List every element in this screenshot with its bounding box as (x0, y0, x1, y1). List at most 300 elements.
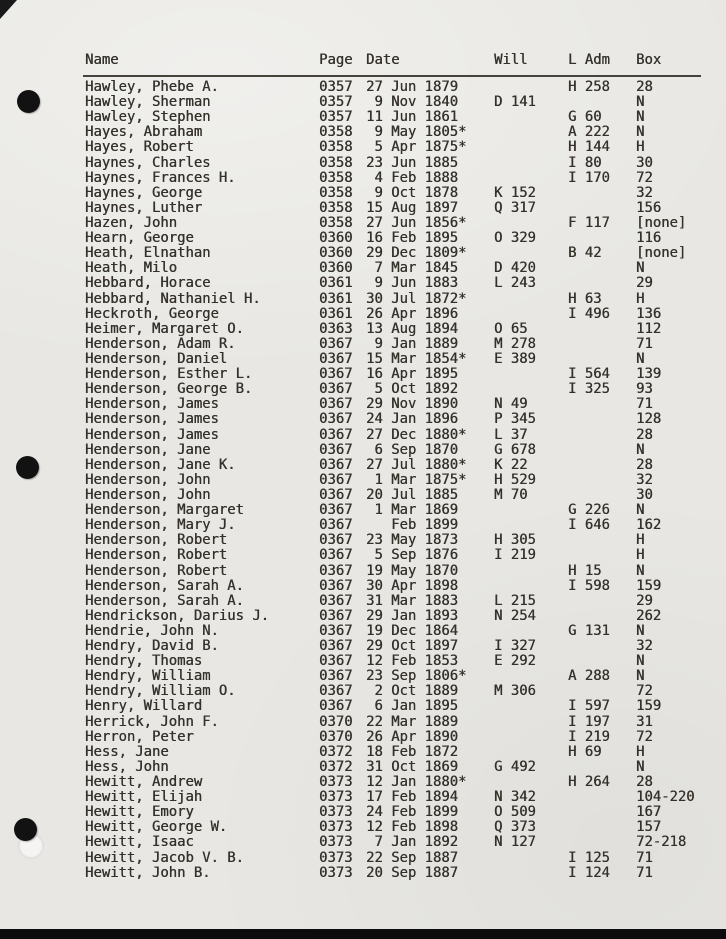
cell-page: 0361 (319, 305, 353, 322)
table-row (0, 442, 726, 457)
header-rule (83, 75, 701, 77)
cell-will: M 70 (494, 486, 528, 503)
table-row (0, 291, 726, 306)
cell-name: Henderson, Robert (85, 547, 228, 564)
cell-date: 27 Jun 1856* (366, 214, 467, 231)
cell-date: 26 Apr 1896 (366, 305, 458, 322)
table-row (0, 729, 726, 744)
cell-box: 72 (636, 169, 653, 186)
cell-name: Henderson, Sarah A. (85, 577, 244, 594)
cell-letters-adm: A 222 (568, 124, 610, 141)
cell-box: [none] (636, 245, 687, 262)
cell-date: 16 Feb 1895 (366, 230, 458, 247)
cell-date: 19 Dec 1864 (366, 622, 458, 639)
cell-box: 159 (636, 698, 662, 715)
cell-box: 72 (636, 728, 653, 745)
cell-box: 112 (636, 320, 662, 337)
cell-page: 0363 (319, 320, 353, 337)
cell-page: 0367 (319, 502, 353, 519)
table-row (0, 789, 726, 804)
cell-name: Hendrie, John N. (85, 622, 219, 639)
cell-will: G 492 (494, 758, 536, 775)
table-row (0, 547, 726, 562)
cell-will: O 509 (494, 804, 536, 821)
cell-date: 22 Sep 1887 (366, 849, 458, 866)
cell-letters-adm: I 564 (568, 366, 610, 383)
cell-date: 31 Mar 1883 (366, 592, 458, 609)
cell-letters-adm: H 258 (568, 79, 610, 95)
cell-name: Henderson, James (85, 411, 219, 428)
cell-name: Henry, Willard (85, 698, 203, 715)
cell-name: Hawley, Sherman (85, 94, 211, 111)
cell-box: 28 (636, 456, 653, 473)
cell-name: Hewitt, Isaac (85, 834, 194, 851)
cell-will: E 292 (494, 653, 536, 670)
cell-name: Hewitt, Jacob V. B. (85, 849, 244, 866)
cell-date: 11 Jun 1861 (366, 109, 458, 126)
cell-name: Hendry, David B. (85, 638, 219, 655)
cell-page: 0367 (319, 638, 353, 655)
table-row (0, 275, 726, 290)
cell-page: 0360 (319, 260, 353, 277)
cell-date: 27 Jul 1880* (366, 456, 467, 473)
cell-will: O 65 (494, 320, 528, 337)
cell-page: 0373 (319, 774, 353, 791)
cell-page: 0367 (319, 592, 353, 609)
cell-date: 19 May 1870 (366, 562, 458, 579)
cell-name: Henderson, John (85, 471, 211, 488)
cell-page: 0367 (319, 441, 353, 458)
cell-box: N (636, 109, 645, 126)
table-row (0, 427, 726, 442)
cell-box: 139 (636, 366, 662, 383)
table-row (0, 215, 726, 230)
cell-date: 9 May 1805* (366, 124, 467, 141)
cell-name: Hayes, Robert (85, 139, 194, 156)
cell-page: 0358 (319, 139, 353, 156)
cell-page: 0372 (319, 758, 353, 775)
table-row (0, 698, 726, 713)
cell-box: 104-220 (636, 789, 695, 806)
cell-date: 27 Dec 1880* (366, 426, 467, 443)
table-row (0, 608, 726, 623)
table-row (0, 668, 726, 683)
cell-box: 162 (636, 517, 662, 534)
cell-date: 20 Jul 1885 (366, 486, 458, 503)
cell-name: Haynes, Charles (85, 154, 211, 171)
cell-box: H (636, 139, 645, 156)
cell-will: L 37 (494, 426, 528, 443)
cell-box: H (636, 743, 645, 760)
cell-box: H (636, 547, 645, 564)
table-row (0, 321, 726, 336)
cell-name: Henderson, Robert (85, 532, 228, 549)
cell-date: 26 Apr 1890 (366, 728, 458, 745)
table-row (0, 336, 726, 351)
cell-date: 27 Jun 1879 (366, 79, 458, 95)
cell-box: 157 (636, 819, 662, 836)
cell-page: 0367 (319, 486, 353, 503)
table-row (0, 744, 726, 759)
cell-box: H (636, 532, 645, 549)
cell-name: Haynes, George (85, 184, 203, 201)
cell-box: 28 (636, 426, 653, 443)
cell-name: Henderson, Robert (85, 562, 228, 579)
cell-date: 5 Apr 1875* (366, 139, 467, 156)
cell-box: 28 (636, 79, 653, 95)
table-row (0, 472, 726, 487)
cell-date: 24 Feb 1899 (366, 804, 458, 821)
cell-page: 0367 (319, 381, 353, 398)
cell-page: 0361 (319, 275, 353, 292)
cell-will: D 141 (494, 94, 536, 111)
table-row (0, 593, 726, 608)
cell-page: 0358 (319, 184, 353, 201)
cell-will: Q 317 (494, 199, 536, 216)
cell-date: 7 Mar 1845 (366, 260, 458, 277)
cell-name: Hendry, William (85, 668, 211, 685)
cell-date: 9 Nov 1840 (366, 94, 458, 111)
cell-box: 31 (636, 713, 653, 730)
cell-name: Hawley, Phebe A. (85, 79, 219, 95)
cell-will: E 389 (494, 350, 536, 367)
table-row (0, 714, 726, 729)
cell-letters-adm: I 125 (568, 849, 610, 866)
table-row (0, 306, 726, 321)
cell-name: Hewitt, Andrew (85, 774, 203, 791)
cell-name: Henderson, George B. (85, 381, 253, 398)
cell-date: 16 Apr 1895 (366, 366, 458, 383)
cell-page: 0358 (319, 199, 353, 216)
column-header-will: Will (494, 52, 528, 68)
column-header-name: Name (85, 52, 119, 68)
cell-will: M 278 (494, 335, 536, 352)
cell-date: 30 Apr 1898 (366, 577, 458, 594)
cell-name: Haynes, Frances H. (85, 169, 236, 186)
cell-letters-adm: I 325 (568, 381, 610, 398)
cell-will: Q 373 (494, 819, 536, 836)
cell-page: 0367 (319, 350, 353, 367)
cell-date: 31 Oct 1869 (366, 758, 458, 775)
table-row (0, 124, 726, 139)
cell-box: 30 (636, 486, 653, 503)
table-row (0, 79, 726, 94)
cell-letters-adm: I 646 (568, 517, 610, 534)
cell-date: 6 Sep 1870 (366, 441, 458, 458)
cell-name: Haynes, Luther (85, 199, 203, 216)
table-row (0, 200, 726, 215)
table-row (0, 396, 726, 411)
cell-page: 0358 (319, 214, 353, 231)
cell-name: Heath, Elnathan (85, 245, 211, 262)
cell-will: P 345 (494, 411, 536, 428)
cell-page: 0358 (319, 154, 353, 171)
cell-will: K 152 (494, 184, 536, 201)
cell-letters-adm: I 197 (568, 713, 610, 730)
cell-box: N (636, 441, 645, 458)
cell-page: 0367 (319, 668, 353, 685)
cell-page: 0361 (319, 290, 353, 307)
cell-box: 116 (636, 230, 662, 247)
cell-page: 0367 (319, 471, 353, 488)
cell-box: N (636, 562, 645, 579)
cell-date: 23 Sep 1806* (366, 668, 467, 685)
cell-box: H (636, 290, 645, 307)
table-row (0, 638, 726, 653)
cell-page: 0357 (319, 79, 353, 95)
cell-date: 12 Jan 1880* (366, 774, 467, 791)
cell-letters-adm: G 131 (568, 622, 610, 639)
cell-date: 29 Oct 1897 (366, 638, 458, 655)
cell-page: 0360 (319, 230, 353, 247)
cell-name: Henderson, Sarah A. (85, 592, 244, 609)
cell-page: 0367 (319, 411, 353, 428)
cell-name: Henderson, Daniel (85, 350, 228, 367)
cell-date: 30 Jul 1872* (366, 290, 467, 307)
cell-name: Hebbard, Nathaniel H. (85, 290, 261, 307)
cell-date: 15 Mar 1854* (366, 350, 467, 367)
cell-page: 0367 (319, 683, 353, 700)
cell-name: Hess, John (85, 758, 169, 775)
table-row (0, 759, 726, 774)
cell-letters-adm: G 226 (568, 502, 610, 519)
cell-page: 0367 (319, 577, 353, 594)
cell-name: Heath, Milo (85, 260, 177, 277)
cell-box: 71 (636, 396, 653, 413)
cell-page: 0360 (319, 245, 353, 262)
table-row (0, 653, 726, 668)
column-header-letters-adm: L Adm (568, 52, 610, 68)
cell-box: N (636, 653, 645, 670)
cell-date: Feb 1899 (366, 517, 458, 534)
cell-date: 1 Mar 1875* (366, 471, 467, 488)
cell-letters-adm: I 598 (568, 577, 610, 594)
cell-name: Henderson, James (85, 426, 219, 443)
cell-will: H 529 (494, 471, 536, 488)
table-row (0, 774, 726, 789)
table-row (0, 366, 726, 381)
cell-name: Hewitt, Emory (85, 804, 194, 821)
cell-box: 156 (636, 199, 662, 216)
cell-date: 9 Jun 1883 (366, 275, 458, 292)
cell-page: 0357 (319, 109, 353, 126)
cell-page: 0370 (319, 713, 353, 730)
cell-box: 72 (636, 683, 653, 700)
cell-page: 0367 (319, 456, 353, 473)
table-row (0, 381, 726, 396)
table-row (0, 94, 726, 109)
cell-box: N (636, 260, 645, 277)
cell-page: 0367 (319, 517, 353, 534)
cell-name: Henderson, Mary J. (85, 517, 236, 534)
cell-page: 0373 (319, 819, 353, 836)
cell-letters-adm: I 80 (568, 154, 602, 171)
cell-box: 128 (636, 411, 662, 428)
cell-page: 0367 (319, 698, 353, 715)
cell-name: Herrick, John F. (85, 713, 219, 730)
cell-date: 12 Feb 1853 (366, 653, 458, 670)
cell-date: 20 Sep 1887 (366, 864, 458, 881)
cell-letters-adm: H 15 (568, 562, 602, 579)
cell-box: 136 (636, 305, 662, 322)
table-row (0, 109, 726, 124)
table-row (0, 487, 726, 502)
cell-box: N (636, 502, 645, 519)
cell-name: Hebbard, Horace (85, 275, 211, 292)
cell-page: 0373 (319, 849, 353, 866)
cell-will: N 127 (494, 834, 536, 851)
column-header-page: Page (319, 52, 353, 68)
cell-box: 71 (636, 849, 653, 866)
cell-letters-adm: I 219 (568, 728, 610, 745)
cell-box: N (636, 350, 645, 367)
table-row (0, 819, 726, 834)
cell-name: Hawley, Stephen (85, 109, 211, 126)
cell-letters-adm: H 69 (568, 743, 602, 760)
table-row (0, 517, 726, 532)
cell-page: 0367 (319, 547, 353, 564)
table-row (0, 850, 726, 865)
cell-page: 0373 (319, 834, 353, 851)
scan-bottom-bar (0, 929, 726, 939)
cell-box: 32 (636, 471, 653, 488)
cell-date: 13 Aug 1894 (366, 320, 458, 337)
cell-date: 29 Nov 1890 (366, 396, 458, 413)
cell-will: O 329 (494, 230, 536, 247)
cell-date: 2 Oct 1889 (366, 683, 458, 700)
table-row (0, 185, 726, 200)
cell-page: 0367 (319, 396, 353, 413)
cell-name: Hayes, Abraham (85, 124, 203, 141)
cell-page: 0367 (319, 622, 353, 639)
cell-page: 0373 (319, 804, 353, 821)
cell-box: N (636, 758, 645, 775)
cell-name: Heimer, Margaret O. (85, 320, 244, 337)
table-row (0, 563, 726, 578)
cell-name: Hazen, John (85, 214, 177, 231)
cell-box: 159 (636, 577, 662, 594)
cell-date: 6 Jan 1895 (366, 698, 458, 715)
cell-name: Henderson, Jane (85, 441, 211, 458)
cell-will: N 342 (494, 789, 536, 806)
cell-will: L 243 (494, 275, 536, 292)
cell-box: 32 (636, 184, 653, 201)
cell-name: Hendry, William O. (85, 683, 236, 700)
cell-name: Hendry, Thomas (85, 653, 203, 670)
table-row (0, 683, 726, 698)
cell-box: N (636, 622, 645, 639)
cell-date: 17 Feb 1894 (366, 789, 458, 806)
table-row (0, 230, 726, 245)
cell-name: Henderson, Esther L. (85, 366, 253, 383)
cell-letters-adm: H 63 (568, 290, 602, 307)
table-header-row (0, 52, 726, 67)
cell-date: 23 Jun 1885 (366, 154, 458, 171)
cell-will: I 327 (494, 638, 536, 655)
cell-name: Hendrickson, Darius J. (85, 607, 269, 624)
table-row (0, 155, 726, 170)
cell-name: Hewitt, John B. (85, 864, 211, 881)
cell-date: 7 Jan 1892 (366, 834, 458, 851)
cell-page: 0372 (319, 743, 353, 760)
cell-box: 29 (636, 275, 653, 292)
cell-date: 12 Feb 1898 (366, 819, 458, 836)
cell-box: 29 (636, 592, 653, 609)
table-row (0, 804, 726, 819)
cell-name: Henderson, Jane K. (85, 456, 236, 473)
cell-page: 0358 (319, 124, 353, 141)
cell-date: 23 May 1873 (366, 532, 458, 549)
cell-box: 30 (636, 154, 653, 171)
cell-page: 0373 (319, 789, 353, 806)
cell-date: 9 Jan 1889 (366, 335, 458, 352)
cell-box: N (636, 668, 645, 685)
cell-box: N (636, 94, 645, 111)
cell-name: Hess, Jane (85, 743, 169, 760)
cell-letters-adm: A 288 (568, 668, 610, 685)
cell-page: 0357 (319, 94, 353, 111)
cell-page: 0367 (319, 532, 353, 549)
cell-name: Hewitt, George W. (85, 819, 228, 836)
cell-box: 28 (636, 774, 653, 791)
cell-will: I 219 (494, 547, 536, 564)
cell-will: L 215 (494, 592, 536, 609)
cell-page: 0367 (319, 335, 353, 352)
cell-letters-adm: H 144 (568, 139, 610, 156)
cell-date: 4 Feb 1888 (366, 169, 458, 186)
cell-will: N 254 (494, 607, 536, 624)
cell-page: 0370 (319, 728, 353, 745)
table-row (0, 502, 726, 517)
cell-will: D 420 (494, 260, 536, 277)
cell-name: Henderson, John (85, 486, 211, 503)
column-header-box: Box (636, 52, 662, 68)
cell-name: Herron, Peter (85, 728, 194, 745)
cell-page: 0367 (319, 426, 353, 443)
table-row (0, 623, 726, 638)
cell-date: 5 Sep 1876 (366, 547, 458, 564)
cell-name: Henderson, Margaret (85, 502, 244, 519)
cell-letters-adm: I 170 (568, 169, 610, 186)
cell-will: K 22 (494, 456, 528, 473)
cell-letters-adm: G 60 (568, 109, 602, 126)
cell-date: 15 Aug 1897 (366, 199, 458, 216)
cell-box: 167 (636, 804, 662, 821)
cell-date: 18 Feb 1872 (366, 743, 458, 760)
table-row (0, 457, 726, 472)
cell-date: 24 Jan 1896 (366, 411, 458, 428)
cell-page: 0367 (319, 562, 353, 579)
cell-date: 22 Mar 1889 (366, 713, 458, 730)
scan-corner-artifact (0, 0, 17, 19)
cell-box: 71 (636, 864, 653, 881)
cell-page: 0367 (319, 366, 353, 383)
cell-box: N (636, 124, 645, 141)
cell-name: Henderson, Adam R. (85, 335, 236, 352)
table-row (0, 834, 726, 849)
table-row (0, 170, 726, 185)
cell-will: N 49 (494, 396, 528, 413)
cell-page: 0373 (319, 864, 353, 881)
cell-name: Heckroth, George (85, 305, 219, 322)
cell-page: 0367 (319, 607, 353, 624)
cell-name: Henderson, James (85, 396, 219, 413)
cell-will: H 305 (494, 532, 536, 549)
table-row (0, 411, 726, 426)
cell-date: 29 Dec 1809* (366, 245, 467, 262)
table-row (0, 578, 726, 593)
table-row (0, 245, 726, 260)
